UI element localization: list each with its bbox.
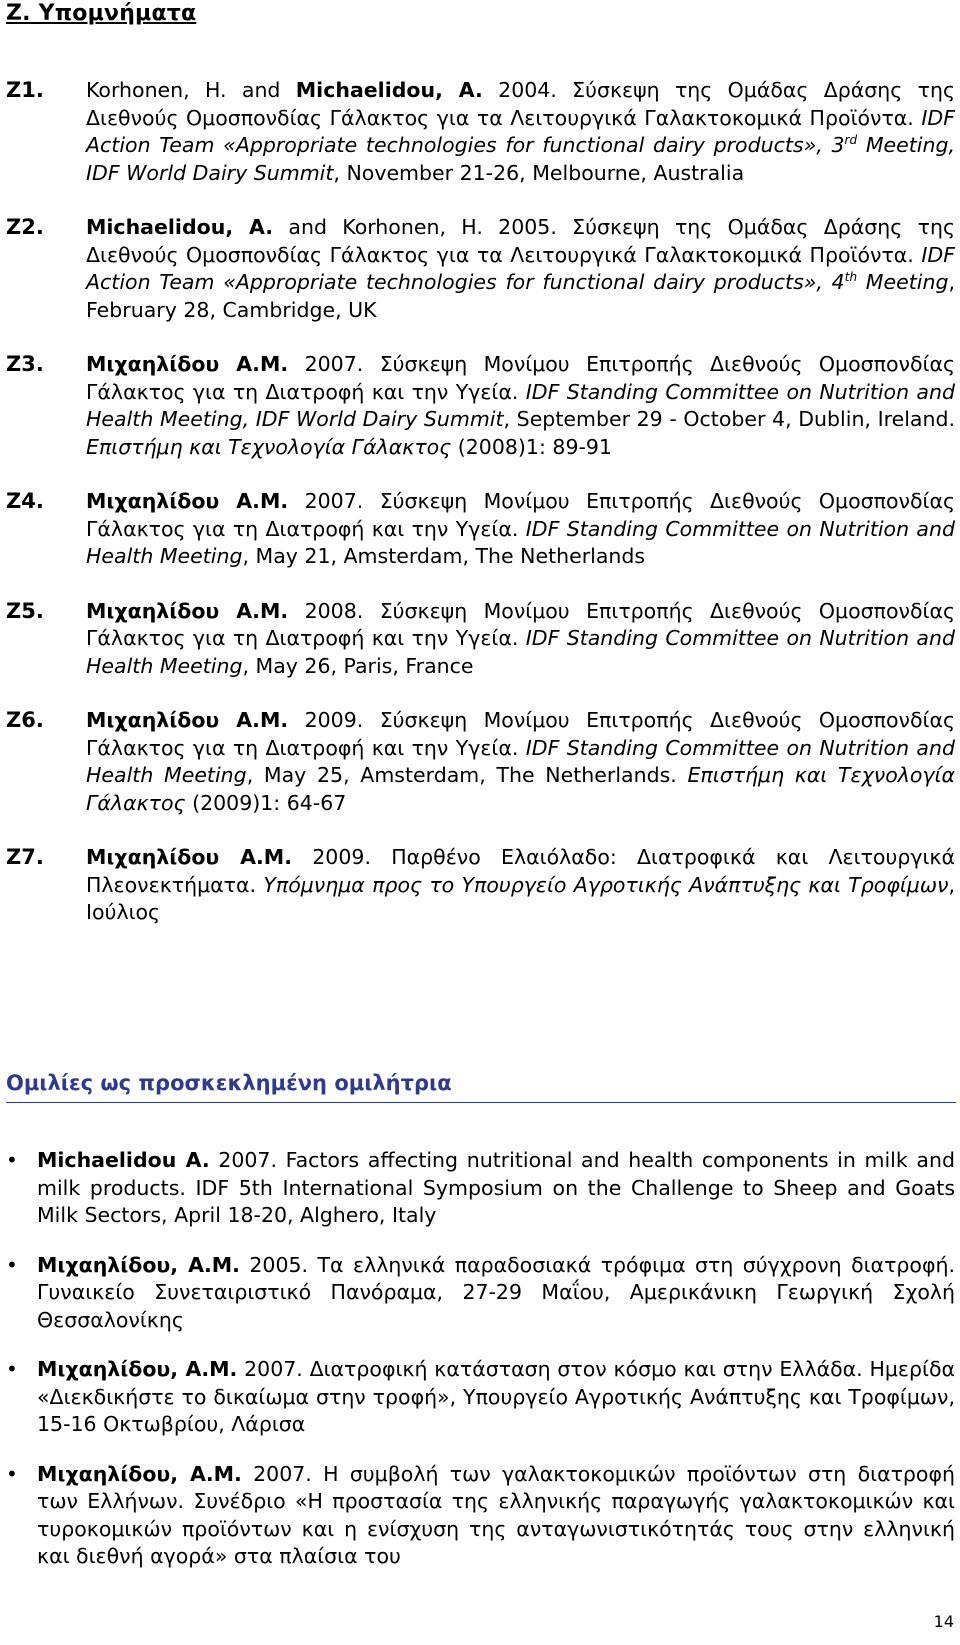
bullet-icon: • <box>6 1148 18 1172</box>
text-run: , May 21, Amsterdam, The Netherlands <box>242 544 646 568</box>
reference-id: Ζ7. <box>6 845 44 869</box>
italic-text: IDF Action Team «Appropriate technologies for functional dairy products», 3 <box>86 105 955 157</box>
italic-text: IDF Standing Committee on Nutrition and Health Meeting <box>86 516 955 568</box>
text-run: 2004. Σύσκεψη της Ομάδας Δράσης της Διεθνούς Ομοσπονδίας Γάλακτος για τα Λειτουργικά Γαλακτοκομικά Προϊόντα. <box>86 78 955 130</box>
text-run: , February 28, Cambridge, UK <box>86 270 955 322</box>
reference-id: Ζ2. <box>6 215 44 239</box>
talk-entry <box>0 1461 960 1571</box>
author-name: Μιχαηλίδου Α.Μ. <box>86 598 289 623</box>
text-run: (2009)1: 64-67 <box>185 790 347 815</box>
italic-text: Meeting <box>857 270 949 294</box>
text-run: 2005. Τα ελληνικά παραδοσιακά τρόφιμα στη σύγχρονη διατροφή. Γυναικείο Συνεταιριστικό Πανόραμα, 27-29 Μαΐου, Αμερικάνικη Γεωργική Σχολή Θεσσαλονίκης <box>37 1252 955 1332</box>
italic-text: Επιστήμη και Τεχνολογία Γάλακτος <box>86 434 452 459</box>
talks-section-title: Ομιλίες ως προσκεκλημένη ομιλήτρια <box>6 1070 956 1103</box>
reference-entry <box>0 77 960 187</box>
talk-text <box>37 1252 955 1335</box>
italic-text: Επιστήμη και Τεχνολογία Γάλακτος <box>86 763 956 815</box>
talk-entry <box>0 1252 960 1335</box>
italic-text: IDF Action Team «Appropriate technologies for functional dairy products», 4 <box>86 242 955 294</box>
author-name: Μιχαηλίδου, Α.Μ. <box>37 1461 242 1486</box>
reference-entry <box>0 844 960 927</box>
text-run: 2009. Σύσκεψη Μονίμου Επιτροπής Διεθνούς Ομοσπονδίας Γάλακτος για τη Διατροφή και την Υγεία. <box>86 708 955 760</box>
talk-text <box>37 1147 955 1230</box>
text-run: Korhonen, H. and <box>86 78 296 102</box>
talk-text <box>37 1356 955 1439</box>
author-name: Μιχαηλίδου Α.Μ. <box>86 352 289 376</box>
italic-text: Υπόμνημα προς το Υπουργείο Αγροτικής Ανάπτυξης και Τροφίμων <box>263 872 949 897</box>
reference-text <box>86 214 955 324</box>
text-run: and Korhonen, H. 2005. Σύσκεψη της Ομάδας Δράσης της Διεθνούς Ομοσπονδίας Γάλακτος για τα Λειτουργικά Γαλακτοκομικά Προϊόντα. <box>86 215 955 267</box>
text-run: , September 29 - October 4, Dublin, Ireland. <box>503 407 955 431</box>
reference-entry <box>0 598 960 681</box>
reference-text <box>86 77 955 187</box>
reference-id: Ζ6. <box>6 708 44 732</box>
text-run: 2008. Σύσκεψη Μονίμου Επιτροπής Διεθνούς Ομοσπονδίας Γάλακτος για τη Διατροφή και την Υγεία. <box>86 598 955 650</box>
superscript: th <box>844 270 858 285</box>
author-name: Μιχαηλίδου, Α.Μ. <box>37 1252 240 1277</box>
author-name: Μιχαηλίδου, Α.Μ. <box>37 1357 238 1381</box>
reference-text <box>86 598 955 681</box>
italic-text: IDF Standing Committee on Nutrition and Health Meeting, IDF World Dairy Summit <box>86 379 955 431</box>
text-run: 2007. Η συμβολή των γαλακτοκομικών προϊόντων στη διατροφή των Ελλήνων. Συνέδριο «Η προστασία της ελληνικής παραγωγής γαλακτοκομικών και τυροκομικών προϊόντων και η ενίσχυση της ανταγωνιστικότητάς τους στην ελληνική και διεθνή αγορά» στα πλαίσια του <box>37 1461 955 1568</box>
text-run: 2007. Factors affecting nutritional and health components in milk and milk products. IDF 5th International Symposium on the Challenge to Sheep and Goats Milk Sectors, April 18-20, Alghero, Italy <box>37 1148 955 1227</box>
page-number: 14 <box>933 1612 954 1631</box>
reference-id: Ζ3. <box>6 352 44 376</box>
italic-text: IDF Standing Committee on Nutrition and Health Meeting <box>86 626 955 678</box>
section-title: Ζ. Υπομνήματα <box>6 1 197 26</box>
author-name: Michaelidou, A. <box>86 215 274 239</box>
reference-text <box>86 488 955 571</box>
text-run: 2007. Διατροφική κατάσταση στον κόσμο και στην Ελλάδα. Ημερίδα «Διεκδικήστε το δικαίωμα στην τροφή», Υπουργείο Αγροτικής Ανάπτυξης και Τροφίμων, 15-16 Οκτωβρίου, Λάρισα <box>37 1357 955 1436</box>
author-name: Μιχαηλίδου Α.Μ. <box>86 708 289 732</box>
reference-entry <box>0 488 960 571</box>
text-run: 2007. Σύσκεψη Μονίμου Επιτροπής Διεθνούς Ομοσπονδίας Γάλακτος για τη Διατροφή και την Υγεία. <box>86 352 955 404</box>
talks-list <box>0 1147 960 1593</box>
author-name: Michaelidou A. <box>37 1148 210 1172</box>
text-run: , November 21-26, Melbourne, Australia <box>333 160 745 185</box>
text-run: 2007. Σύσκεψη Μονίμου Επιτροπής Διεθνούς Ομοσπονδίας Γάλακτος για τη Διατροφή και την Υγεία. <box>86 489 955 541</box>
reference-text <box>86 844 955 927</box>
text-run: , May 26, Paris, France <box>242 653 474 678</box>
reference-list <box>0 77 960 954</box>
text-run: , May 25, Amsterdam, The Netherlands. <box>246 763 688 787</box>
text-run: , Ιούλιος <box>86 872 955 924</box>
bullet-icon: • <box>6 1252 18 1277</box>
bullet-icon: • <box>6 1357 18 1381</box>
italic-text: Meeting, IDF World Dairy Summit <box>86 133 955 185</box>
reference-text <box>86 707 955 817</box>
author-name: Michaelidou, A. <box>295 78 483 102</box>
author-name: Μιχαηλίδου Α.Μ. <box>86 489 289 513</box>
talk-entry <box>0 1356 960 1439</box>
text-run: (2008)1: 89-91 <box>451 434 612 459</box>
talk-entry <box>0 1147 960 1230</box>
bullet-icon: • <box>6 1461 18 1486</box>
italic-text: IDF Standing Committee on Nutrition and Health Meeting <box>86 735 955 787</box>
reference-id: Ζ5. <box>6 598 44 623</box>
reference-id: Ζ1. <box>6 78 44 102</box>
superscript: rd <box>844 133 858 148</box>
text-run: 2009. Παρθένο Ελαιόλαδο: Διατροφικά και Λειτουργικά Πλεονεκτήματα. <box>86 845 955 897</box>
reference-entry <box>0 351 960 461</box>
talk-text <box>37 1461 955 1571</box>
author-name: Μιχαηλίδου Α.Μ. <box>86 845 292 869</box>
reference-entry <box>0 707 960 817</box>
reference-id: Ζ4. <box>6 489 44 513</box>
reference-entry <box>0 214 960 324</box>
reference-text <box>86 351 955 461</box>
